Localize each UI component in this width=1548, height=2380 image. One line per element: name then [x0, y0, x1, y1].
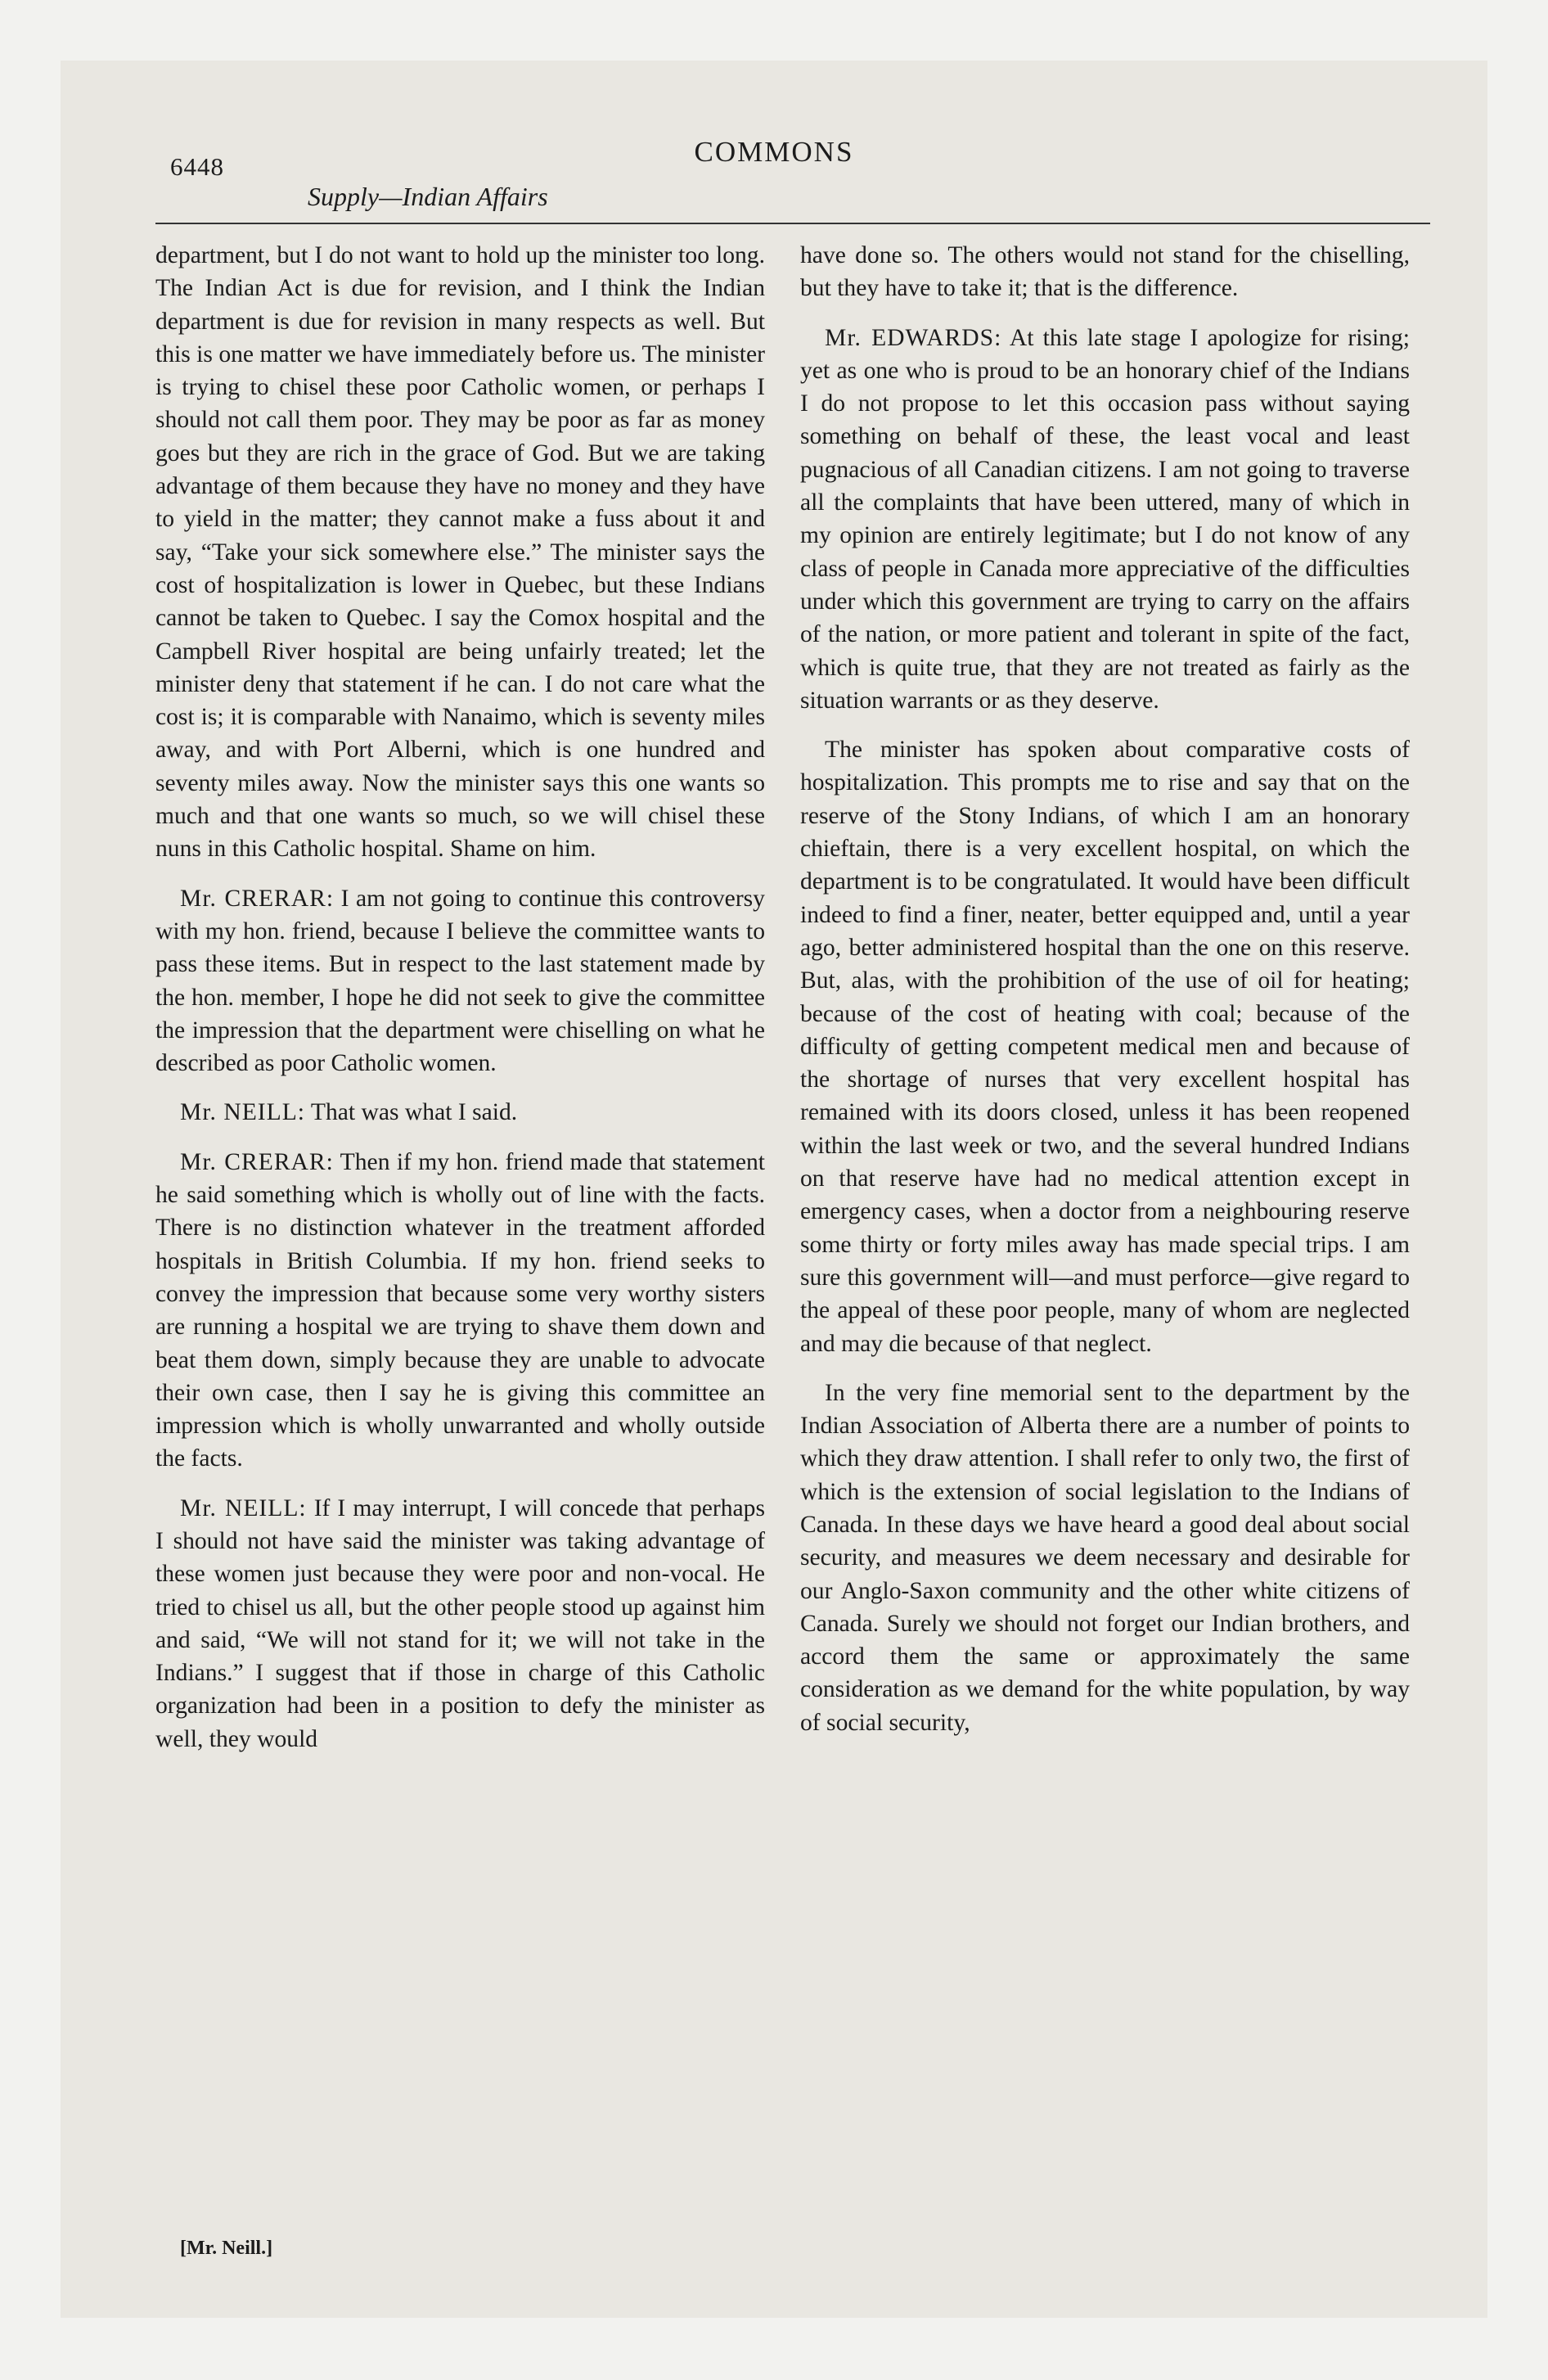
speech-text: That was what I said. — [305, 1099, 518, 1126]
speaker-name: Mr. CRERAR: — [180, 1148, 334, 1175]
speech-text: I am not going to continue this controversy with my hon. friend, because I believe the committee wants to pass these items. But in respect to the last statement made by the hon. member, I hope he did not seek to give the committee the impression that the department were chiselling on what he described as poor Catholic women. — [155, 885, 765, 1077]
speech-text: At this late stage I apologize for rising; yet as one who is proud to be an honorary chief of the Indians I do not propose to let this occasion pass without saying something on behalf of these, the least vocal and least pugnacious of all Canadian citizens. I am not going to traverse all the complaints that have been uttered, many of which in my opinion are entirely legitimate; but I do not know of any class of people in Canada more appreciative of the difficulties under which this government are trying to carry on the affairs of the nation, or more patient and tolerant in spite of the fact, which is quite true, that they are not treated as fairly as the situation warrants or as they deserve. — [800, 324, 1410, 714]
speech-text: If I may interrupt, I will concede that perhaps I should not have said the minister was taking advantage of these women just because they were poor and non-vocal. He tried to chisel us all, but the other people stood up against him and said, “We will not stand for it; we will not take in the Indians.” I suggest that if those in charge of this Catholic organization had been in a position to defy the minister as well, they would — [155, 1494, 766, 1752]
speaker-name: Mr. NEILL: — [180, 1494, 307, 1521]
running-title: COMMONS — [694, 136, 854, 168]
footer-speaker-note: [Mr. Neill.] — [180, 2238, 273, 2259]
running-subtitle: Supply—Indian Affairs — [308, 182, 548, 211]
paragraph-crerar-1 — [155, 882, 765, 1080]
paragraph-neill-1 — [155, 1096, 765, 1129]
speaker-name: Mr. EDWARDS: — [825, 324, 1002, 351]
header-rule — [155, 223, 1430, 224]
speaker-name: Mr. CRERAR: — [180, 885, 335, 912]
left-column — [155, 239, 765, 1756]
paragraph-continued: department, but I do not want to hold up the minister too long. The Indian Act is due for revision, and I think the Indian department is due for revision in many respects as well. But this is one matter we have immediately before us. The minister is trying to chisel these poor Catholic women, or perhaps I should not call them poor. They may be poor as far as money goes but they are rich in the grace of God. But we are taking advantage of them because they have no money and they have to yield in the matter; they cannot make a fuss about it and say, “Take your sick somewhere else.” The minister says the cost of hospitalization is lower in Quebec, but these Indians cannot be taken to Quebec. I say the Comox hospital and the Campbell River hospital are being unfairly treated; let the minister deny that statement if he can. I do not care what the cost is; it is comparable with Nanaimo, which is seventy miles away, and with Port Alberni, which is one hundred and seventy miles away. Now the minister says this one wants so much and that one wants so much, so we will chisel these nuns in this Catholic hospital. Shame on him. — [155, 242, 765, 863]
paragraph-crerar-2 — [155, 1146, 765, 1476]
paragraph-edwards-2: The minister has spoken about comparative costs of hospitalization. This prompts me to rise and say that on the reserve of the Stony Indians, of which I am an honorary chieftain, there is a very excellent hospital, on which the department is to be congratulated. It would have been difficult indeed to find a finer, neater, better equipped and, until a year ago, better administered hospital than the one on this reserve. But, alas, with the prohibition of the use of oil for heating; because of the cost of heating with coal; because of the difficulty of getting competent medical men and because of the shortage of nurses that very excellent hospital has remained with its doors closed, unless it has been reopened within the last week or two, and the several hundred Indians on that reserve have had no medical attention except in emergency cases, when a doctor from a neighbouring reserve some thirty or forty miles away has made special trips. I am sure this government will—and must perforce—give regard to the appeal of these poor people, many of whom are neglected and may die because of that neglect. — [800, 737, 1410, 1357]
speech-text: Then if my hon. friend made that statement he said something which is wholly out of line with the facts. There is no distinction whatever in the treatment afforded hospitals in British Columbia. If my hon. friend seeks to convey the impression that because some very worthy sisters are running a hospital we are trying to shave them down and beat them down, simply because they are unable to advocate their own case, then I say he is giving this committee an impression which is wholly unwarranted and wholly outside the facts. — [155, 1148, 765, 1472]
right-column — [800, 239, 1410, 1739]
paragraph-edwards-1 — [800, 322, 1410, 718]
paragraph-edwards-3: In the very fine memorial sent to the department by the Indian Association of Alberta there are a number of points to which they draw attention. I shall refer to only two, the first of which is the extension of social legislation to the Indians of Canada. In these days we have heard a good deal about social security, and measures we deem necessary and desirable for our Anglo-Saxon community and the other white citizens of Canada. Surely we should not forget our Indian brothers, and accord them the same or approximately the same consideration as we demand for the white population, by way of social security, — [800, 1379, 1410, 1736]
page-number: 6448 — [170, 152, 224, 181]
paragraph-neill-2 — [155, 1492, 765, 1756]
speaker-name: Mr. NEILL: — [180, 1099, 306, 1126]
paragraph-continued: have done so. The others would not stand for the chiselling, but they have to take it; that is the difference. — [800, 242, 1410, 302]
